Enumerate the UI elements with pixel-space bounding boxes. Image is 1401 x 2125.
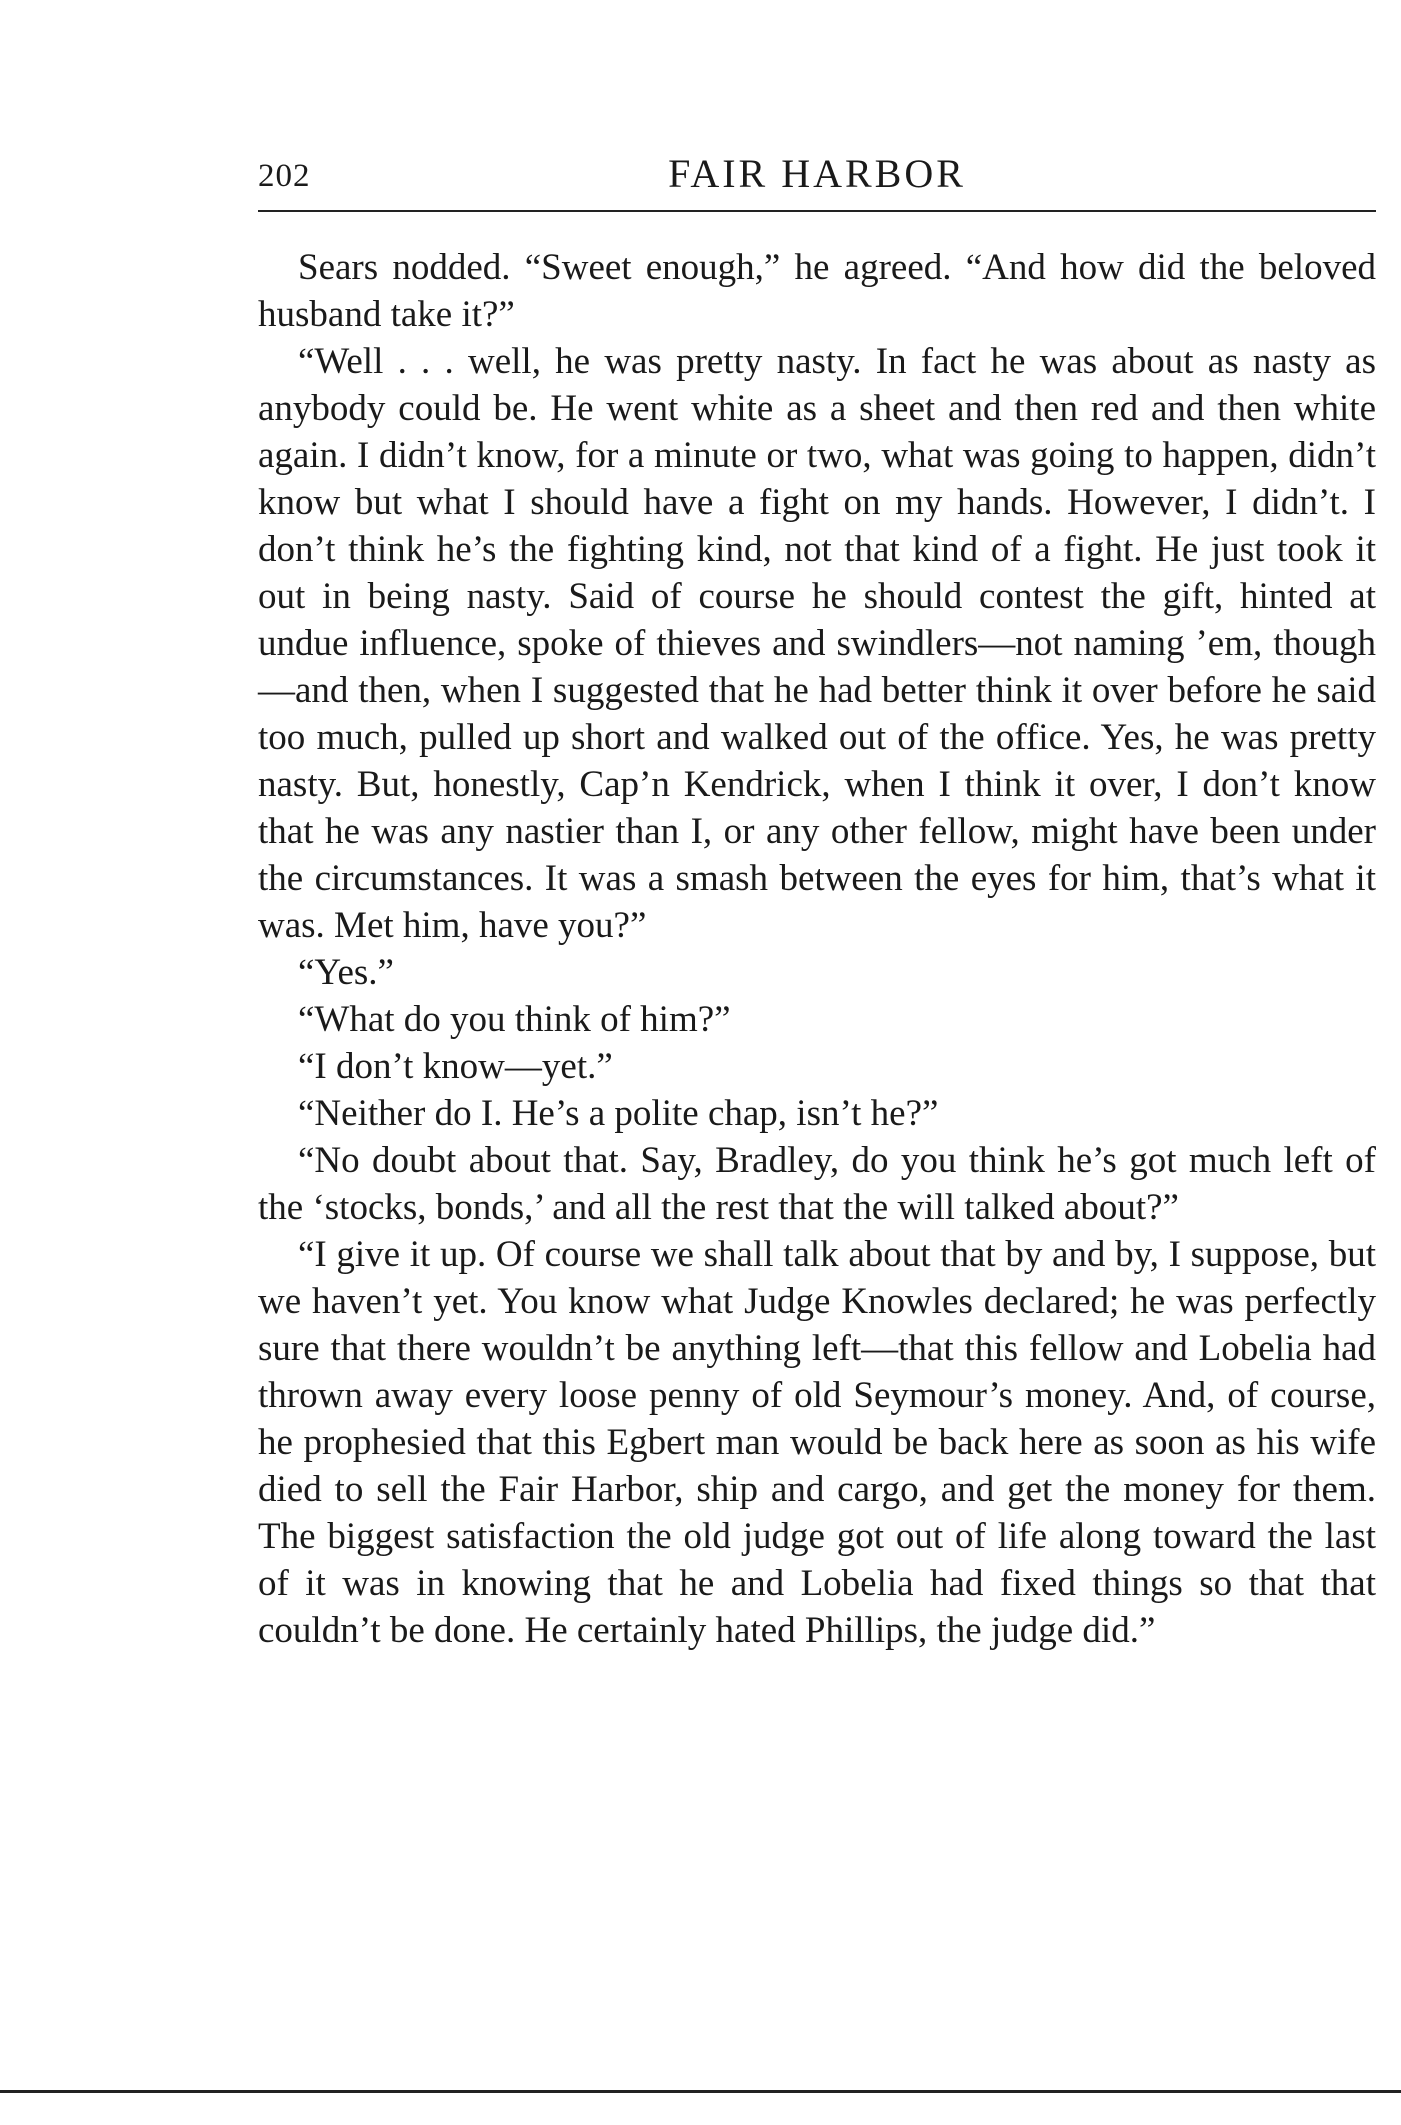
paragraph: “Yes.” <box>298 952 394 993</box>
paragraph: Sears nodded. “Sweet enough,” he agreed. “And how did the beloved husband take it?” <box>258 247 1376 335</box>
body-text <box>258 244 1376 1654</box>
page-number: 202 <box>258 158 311 194</box>
paragraph: “What do you think of him?” <box>298 999 731 1040</box>
paragraph: “Neither do I. He’s a polite chap, isn’t he?” <box>298 1093 939 1134</box>
page-header <box>258 150 1376 206</box>
paragraph: “I don’t know—yet.” <box>298 1046 613 1087</box>
header-rule <box>258 210 1376 212</box>
paragraph: “Well . . . well, he was pretty nasty. In fact he was about as nasty as anybody could be. He went white as a sheet and then red and then white again. I didn’t know, for a minute or two, what was going to happen, didn’t know but what I should have a fight on my hands. However, I didn’t. I don’t think he’s the fighting kind, not that kind of a fight. He just took it out in being nasty. Said of course he should contest the gift, hinted at undue influence, spoke of thieves and swindlers—not naming ’em, though—and then, when I suggested that he had better think it over before he said too much, pulled up short and walked out of the office. Yes, he was pretty nasty. But, honestly, Cap’n Kendrick, when I think it over, I don’t know that he was any nastier than I, or any other fellow, might have been under the circumstances. It was a smash between the eyes for him, that’s what it was. Met him, have you?” <box>258 341 1376 946</box>
running-title: FAIR HARBOR <box>668 151 966 196</box>
paragraph: “No doubt about that. Say, Bradley, do you think he’s got much left of the ‘stocks, bonds,’ and all the rest that the will talked about?” <box>258 1140 1376 1228</box>
bottom-edge-rule <box>0 2090 1401 2093</box>
paragraph: “I give it up. Of course we shall talk about that by and by, I suppose, but we haven’t yet. You know what Judge Knowles declared; he was perfectly sure that there wouldn’t be anything left—that this fellow and Lobelia had thrown away every loose penny of old Seymour’s money. And, of course, he prophesied that this Egbert man would be back here as soon as his wife died to sell the Fair Harbor, ship and cargo, and get the money for them. The biggest satisfaction the old judge got out of life along toward the last of it was in knowing that he and Lobelia had fixed things so that that couldn’t be done. He certainly hated Phillips, the judge did.” <box>258 1234 1376 1651</box>
